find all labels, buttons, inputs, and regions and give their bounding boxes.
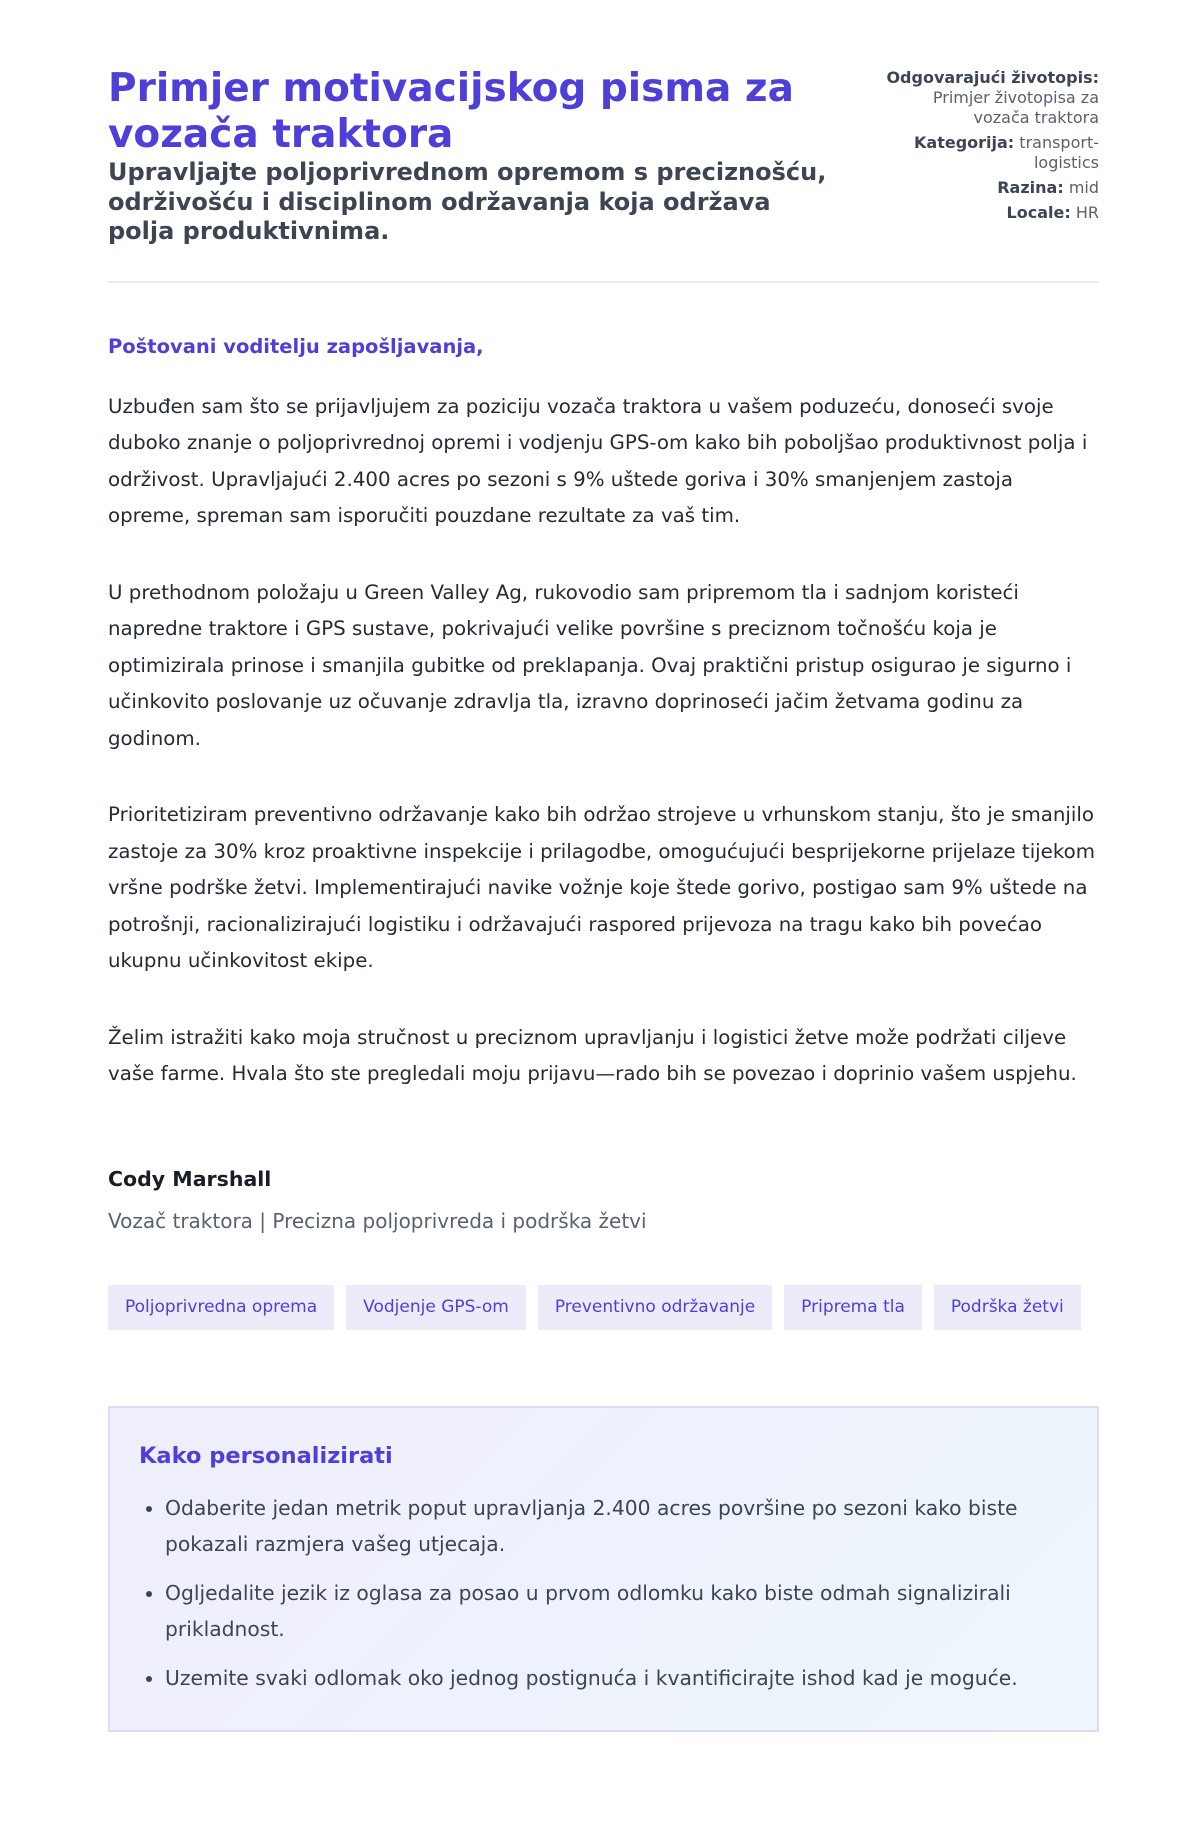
letter-paragraph: U prethodnom položaju u Green Valley Ag, rukovodio sam pripremom tla i sadnjom koristeći napredne traktore i GPS sustave, pokrivajući velike površine s preciznom točnošću koja je optimizirala prinose i smanjila gubitke od preklapanja. Ovaj praktični pristup osigurao je sigurno i učinkovito poslovanje uz očuvanje zdravlja tla, izravno doprinoseći jačim žetvama godinu za godinom. — [108, 580, 1072, 750]
skill-tag: Priprema tla — [784, 1285, 922, 1330]
page-subtitle: Upravljajte poljoprivrednom opremom s preciznošću, održivošću i disciplinom održavanja koja održava polja produktivnima. — [108, 158, 827, 245]
letter-paragraph: Uzbuđen sam što se prijavljujem za poziciju vozača traktora u vašem poduzeću, donoseći svoje duboko znanje o poljoprivrednoj opremi i vodjenju GPS-om kako bih poboljšao produktivnost polja i održivost. Upravljajući 2.400 acres po sezoni s 9% uštede goriva i 30% smanjenjem zastoja opreme, spreman sam isporučiti pouzdane rezultate za vaš tim. — [108, 394, 1088, 527]
skill-tag: Podrška žetvi — [934, 1285, 1081, 1330]
meta-level — [879, 178, 1099, 198]
meta-label: Locale: — [1006, 203, 1071, 222]
skill-tag: Vodjenje GPS-om — [346, 1285, 526, 1330]
meta-label: Kategorija: — [914, 133, 1015, 152]
skill-tag: Poljoprivredna oprema — [108, 1285, 334, 1330]
skill-tags — [108, 1285, 1099, 1330]
meta-locale — [879, 203, 1099, 223]
letter-paragraph: Prioritetiziram preventivno održavanje kako bih održao strojeve u vrhunskom stanju, što je smanjilo zastoje za 30% kroz proaktivne inspekcije i prilagodbe, omogućujući besprijekorne prijelaze tijekom vršne podrške žetvi. Implementirajući navike vožnje koje štede gorivo, postigao sam 9% uštede na potrošnji, racionalizirajući logistiku i održavajući raspored prijevoza na tragu kako bih povećao ukupnu učinkovitost ekipe. — [108, 803, 1095, 972]
tips-list — [139, 1490, 1067, 1697]
tip-item: • Ogljedalite jezik iz oglasa za posao u prvom odlomku kako biste odmah signalizirali prikladnost. — [165, 1575, 1067, 1648]
signature-name: Cody Marshall — [108, 1166, 272, 1191]
tip-item: • Odaberite jedan metrik poput upravljanja 2.400 acres površine po sezoni kako biste pokazali razmjera vašeg utjecaja. — [165, 1490, 1067, 1563]
letter-greeting: Poštovani voditelju zapošljavanja, — [108, 334, 484, 358]
meta-value: transport-logistics — [1019, 133, 1099, 172]
page-title: Primjer motivacijskog pisma za vozača traktora — [108, 66, 794, 157]
meta-category — [879, 133, 1099, 173]
letter-paragraph: Želim istražiti kako moja stručnost u preciznom upravljanju i logistici žetve može podržati ciljeve vaše farme. Hvala što ste pregledali moju prijavu—rado bih se povezao i doprinio vašem uspjehu. — [108, 1025, 1077, 1085]
tips-title: Kako personalizirati — [139, 1442, 393, 1469]
personalize-tips — [108, 1406, 1099, 1733]
meta-label: Razina: — [997, 178, 1064, 197]
meta-value: HR — [1075, 203, 1099, 222]
signature-role: Vozač traktora | Precizna poljoprivreda i podrška žetvi — [108, 1208, 647, 1233]
skill-tag: Preventivno održavanje — [538, 1285, 772, 1330]
tip-item: • Uzemite svaki odlomak oko jednog postignuća i kvantificirajte ishod kad je moguće. — [165, 1660, 1067, 1697]
page-header — [108, 66, 1099, 283]
meta-value: mid — [1068, 178, 1099, 197]
title-block — [108, 66, 828, 247]
meta-value: Primjer životopisa za vozača traktora — [932, 88, 1099, 127]
meta-resume — [879, 68, 1099, 128]
meta-info — [879, 68, 1099, 228]
meta-label: Odgovarajući životopis: — [886, 68, 1099, 87]
